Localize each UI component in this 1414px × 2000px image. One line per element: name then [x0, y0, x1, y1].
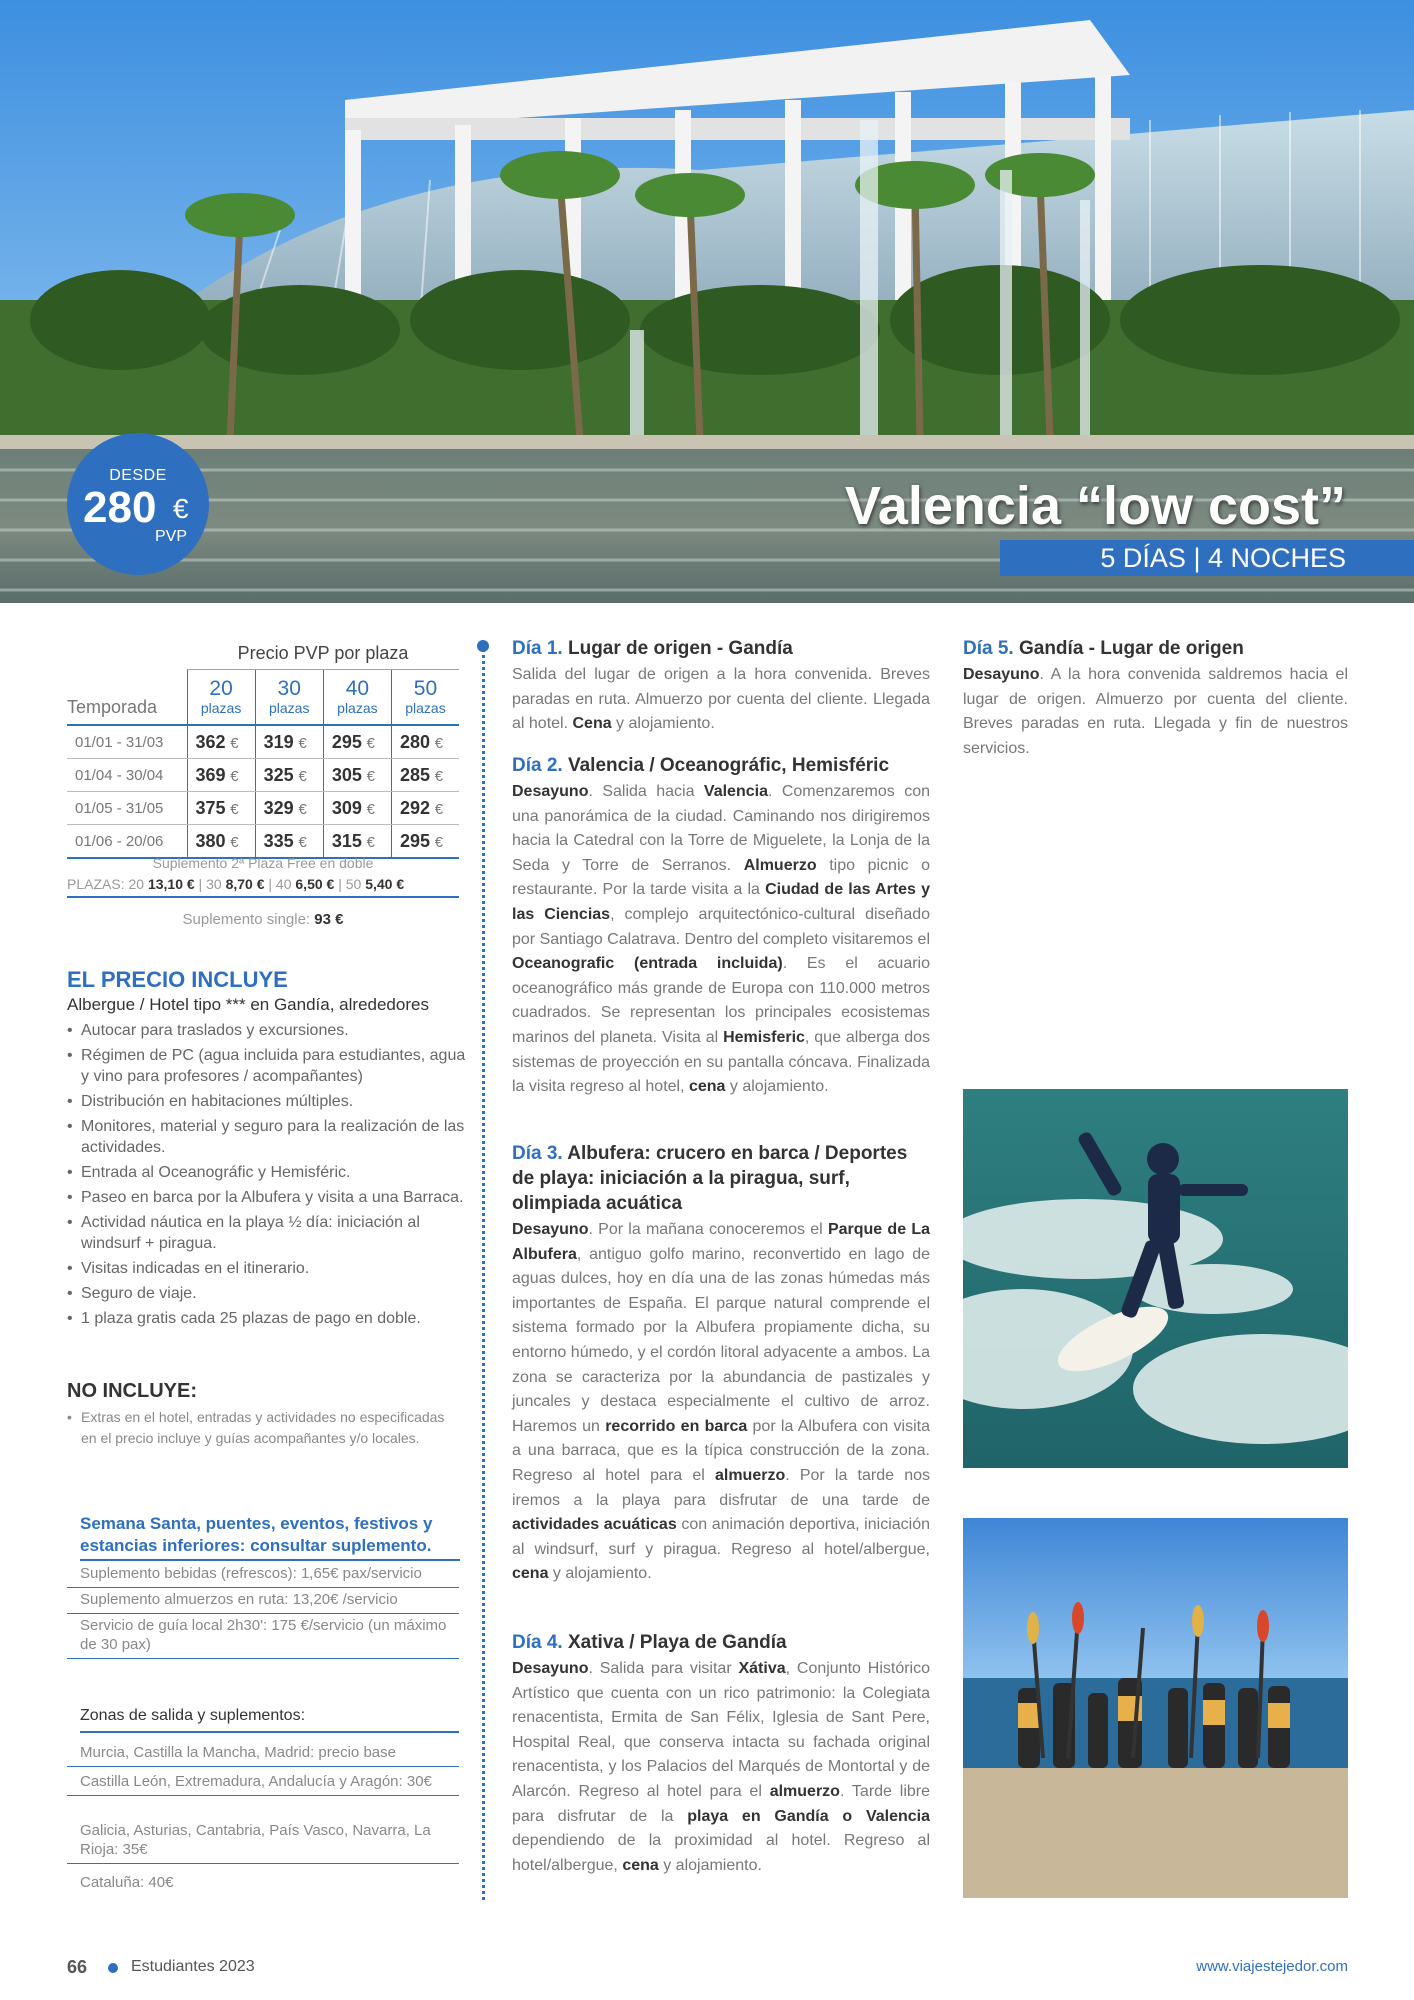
- zone-item: Castilla León, Extremadura, Andalucía y Aragón: 30€: [67, 1770, 459, 1796]
- price-cell: 380 €: [187, 825, 255, 859]
- page-number: 66: [67, 1957, 88, 1977]
- supplement-item: Suplemento bebidas (refrescos): 1,65€ pax/servicio: [67, 1562, 459, 1588]
- column-header: 30 plazas: [255, 670, 323, 726]
- price-cell: 375 €: [187, 792, 255, 825]
- day-text: Desayuno. A la hora convenida saldremos hacia el lugar de origen. Almuerzo por cuenta del cliente. Breves paradas en ruta. Llegada y fin de nuestros servicios.: [963, 666, 1348, 757]
- list-item: • Visitas indicadas en el itinerario.: [67, 1258, 467, 1279]
- day-text: Desayuno. Salida para visitar Xátiva, Conjunto Histórico Artístico que cuenta con un rico patrimonio: la Colegiata renacentista, Ermita de San Félix, Iglesia de Sant Pere, Hospital Real, que conserva intacta su fachada original renacentista, y los Palacios del Marqués de Montortal y de Alarcón. Regreso al hotel para el almuerzo. Tarde libre para disfrutar de la playa en Gandía o Valencia dependiendo de la proximidad al hotel. Regreso al hotel/albergue, cena y alojamiento.: [512, 1660, 930, 1874]
- supplement-second-place: Suplemento 2ª Plaza Free en doble: [152, 855, 374, 871]
- table-row: [67, 792, 459, 825]
- divider-dot: [477, 640, 489, 652]
- table-row: [67, 759, 459, 792]
- supplement-by-places: PLAZAS: 20 13,10 € | 30 8,70 € | 40 6,50 € | 50 5,40 €: [67, 876, 459, 898]
- price-cell: 335 €: [255, 825, 323, 859]
- list-item: • Distribución en habitaciones múltiples.: [67, 1091, 467, 1112]
- not-included-text: • Extras en el hotel, entradas y actividades no especificadas en el precio incluye y guías acompañantes y/o locales.: [67, 1407, 459, 1449]
- zone-item: Galicia, Asturias, Cantabria, País Vasco, Navarra, La Rioja: 35€: [67, 1819, 459, 1864]
- price-cell: 315 €: [323, 825, 391, 859]
- column-divider: [482, 642, 485, 1900]
- list-item: • Actividad náutica en la playa ½ día: iniciación al windsurf + piragua.: [67, 1212, 467, 1254]
- includes-title: EL PRECIO INCLUYE: [67, 967, 288, 992]
- season-cell: 01/04 - 30/04: [67, 759, 187, 792]
- badge-from: DESDE: [109, 467, 167, 484]
- itinerary-day-4: [512, 1630, 930, 1878]
- day-text: Salida del lugar de origen a la hora convenida. Breves paradas en ruta. Almuerzo por cuenta del cliente. Llegada al hotel. Cena y alojamiento.: [512, 666, 930, 733]
- itinerary-day-1: [512, 636, 930, 737]
- price-cell: 369 €: [187, 759, 255, 792]
- itinerary-day-2: [512, 753, 930, 1100]
- zone-item: Cataluña: 40€: [80, 1874, 174, 1891]
- column-header: 20 plazas: [187, 670, 255, 726]
- price-table-header: Precio PVP por plaza: [187, 637, 459, 670]
- price-cell: 309 €: [323, 792, 391, 825]
- list-item: • Monitores, material y seguro para la realización de las actividades.: [67, 1116, 467, 1158]
- itinerary-day-5: [963, 636, 1348, 761]
- supplements-title: Semana Santa, puentes, eventos, festivos y estancias inferiores: consultar suplemento.: [80, 1513, 460, 1561]
- price-cell: 319 €: [255, 725, 323, 759]
- price-cell: 292 €: [391, 792, 459, 825]
- list-item: • Entrada al Oceanográfic y Hemisféric.: [67, 1162, 467, 1183]
- supplement-single: Suplemento single: 93 €: [182, 911, 344, 928]
- day-text: Desayuno. Salida hacia Valencia. Comenzaremos con una panorámica de la ciudad. Caminando nos dirigiremos hacia la Catedral con la Torre de Miguelete, la Lonja de la Seda y Torre de Serranos. Almuerzo tipo picnic o restaurante. Por la tarde visita a la Ciudad de las Artes y las Ciencias, complejo arquitectónico-cultural diseñado por Santiago Calatrava. Dentro del completo visitaremos el Oceanografic (entrada incluida). Es el acuario oceanográfico más grande de Europa con 110.000 metros cuadrados. Se representan los principales ecosistemas marinos del planeta. Visita al Hemisferic, que alberga dos sistemas de proyección en su pantalla cóncava. Finalizada la visita regreso al hotel, cena y alojamiento.: [512, 783, 931, 1096]
- day-text: Desayuno. Por la mañana conoceremos el Parque de La Albufera, antiguo golfo marino, reconvertido en lago de aguas dulces, hoy en día una de las zonas húmedas más importantes de España. El parque natural comprende el sistema formado por la Albufera propiamente dicha, su entorno húmedo, y el cordón litoral adyacente a ambos. La zona se caracteriza por la abundancia de pastizales y juncales y destaca especialmente el cultivo de arroz. Haremos un recorrido en barca por la Albufera con visita a una barraca, que es la típica construcción de la zona. Regreso al hotel para el almuerzo. Por la tarde nos iremos a la playa para disfrutar de una tarde de actividades acuáticas con animación deportiva, iniciación al windsurf, surf y piragua. Regreso al hotel/albergue, cena y alojamiento.: [512, 1221, 931, 1583]
- price-cell: 285 €: [391, 759, 459, 792]
- supplement-item: Suplemento almuerzos en ruta: 13,20€ /servicio: [67, 1588, 459, 1614]
- includes-list: [67, 1020, 467, 1333]
- footer-label: Estudiantes 2023: [131, 1958, 255, 1975]
- badge-currency: €: [173, 493, 189, 524]
- price-cell: 280 €: [391, 725, 459, 759]
- list-item: • Autocar para traslados y excursiones.: [67, 1020, 467, 1041]
- zone-item: Murcia, Castilla la Mancha, Madrid: precio base: [67, 1741, 459, 1767]
- zones-title: Zonas de salida y suplementos:: [80, 1707, 459, 1733]
- supplement-item: Servicio de guía local 2h30': 175 €/servicio (un máximo de 30 pax): [67, 1614, 459, 1659]
- price-cell: 325 €: [255, 759, 323, 792]
- badge-pvp: PVP: [155, 528, 188, 545]
- footer-dot: [108, 1963, 118, 1973]
- season-cell: 01/01 - 31/03: [67, 725, 187, 759]
- price-badge: [67, 433, 209, 575]
- list-item: • Paseo en barca por la Albufera y visita a una Barraca.: [67, 1187, 467, 1208]
- page-title: Valencia “low cost”: [844, 476, 1346, 536]
- surfer-photo: [963, 1089, 1348, 1468]
- price-cell: 362 €: [187, 725, 255, 759]
- day-title: Día 4. Xativa / Playa de Gandía: [512, 1632, 787, 1653]
- column-header: 50 plazas: [391, 670, 459, 726]
- kayak-group-photo: [963, 1518, 1348, 1898]
- day-title: Día 2. Valencia / Oceanográfic, Hemisféric: [512, 755, 890, 776]
- footer-url-link[interactable]: www.viajestejedor.com: [1196, 1958, 1348, 1975]
- includes-subtitle: Albergue / Hotel tipo *** en Gandía, alrededores: [67, 995, 429, 1014]
- season-cell: 01/05 - 31/05: [67, 792, 187, 825]
- badge-price: 280: [83, 483, 157, 532]
- list-item: • 1 plaza gratis cada 25 plazas de pago en doble.: [67, 1308, 467, 1329]
- price-cell: 329 €: [255, 792, 323, 825]
- not-included-title: NO INCLUYE:: [67, 1380, 197, 1402]
- price-cell: 295 €: [323, 725, 391, 759]
- day-title: Día 3. Albufera: crucero en barca / Deportes de playa: iniciación a la piragua, surf, olimpiada acuática: [512, 1143, 908, 1214]
- table-row: [67, 725, 459, 759]
- list-item: • Seguro de viaje.: [67, 1283, 467, 1304]
- season-cell: 01/06 - 20/06: [67, 825, 187, 859]
- list-item: • Régimen de PC (agua incluida para estudiantes, agua y vino para profesores / acompañantes): [67, 1045, 467, 1087]
- season-label: Temporada: [67, 670, 187, 726]
- price-cell: 305 €: [323, 759, 391, 792]
- table-row: [67, 825, 459, 859]
- itinerary-day-3: [512, 1141, 930, 1587]
- day-title: Día 5. Gandía - Lugar de origen: [963, 638, 1244, 659]
- day-title: Día 1. Lugar de origen - Gandía: [512, 638, 793, 659]
- price-cell: 295 €: [391, 825, 459, 859]
- page-subtitle: 5 DÍAS | 4 NOCHES: [1100, 543, 1346, 573]
- column-header: 40 plazas: [323, 670, 391, 726]
- price-table: [67, 637, 459, 859]
